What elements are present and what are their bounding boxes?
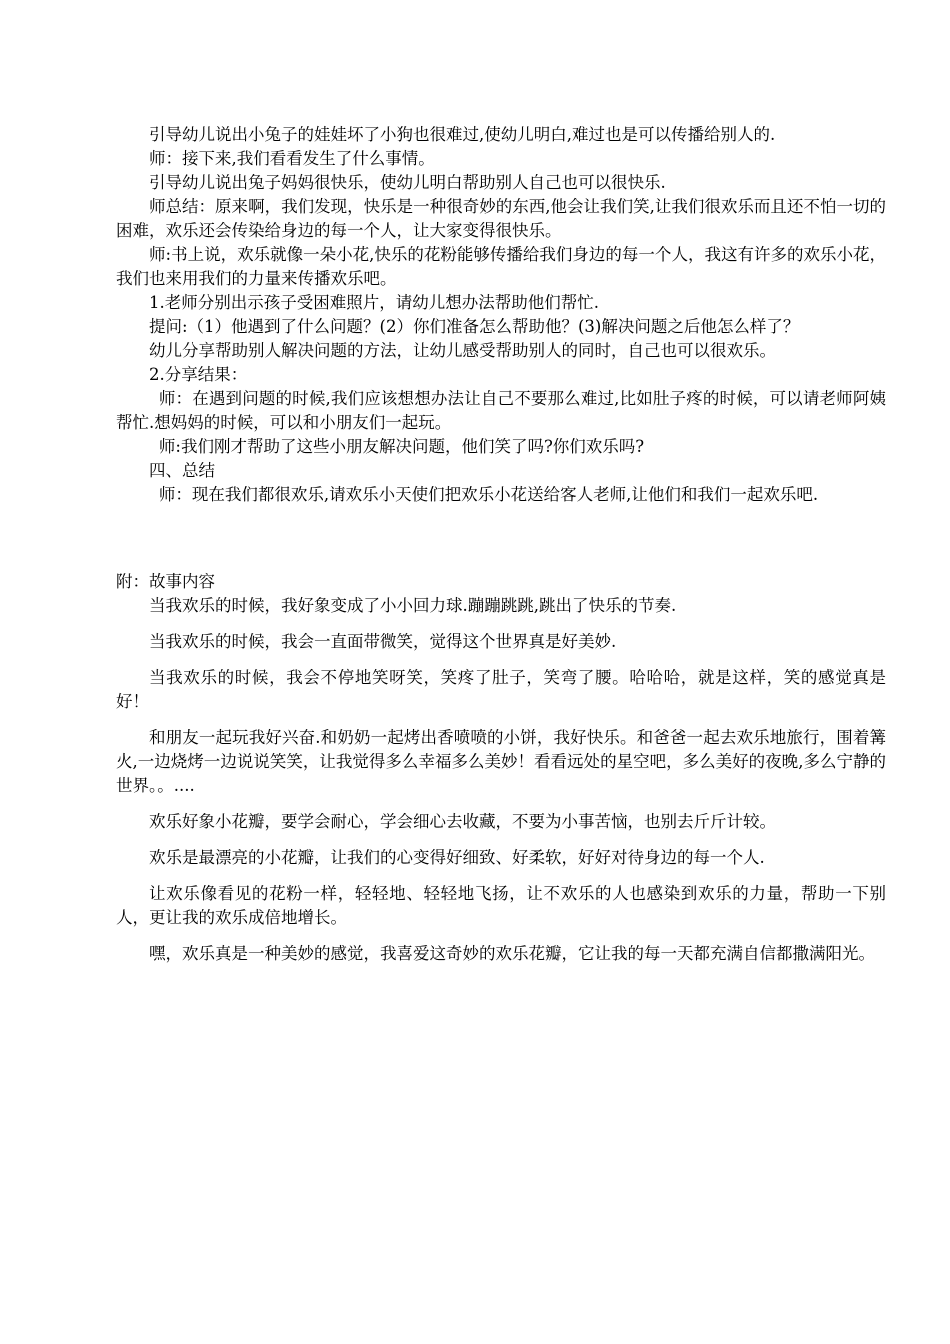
story-paragraph: 嘿，欢乐真是一种美妙的感觉，我喜爱这奇妙的欢乐花瓣，它让我的每一天都充满自信都撒满阳光。 (149, 944, 875, 963)
lesson-paragraph: 师：接下来,我们看看发生了什么事情。 (149, 149, 435, 168)
story-paragraph: 欢乐好象小花瓣，要学会耐心，学会细心去收藏，不要为小事苦恼，也别去斤斤计较。 (149, 812, 776, 831)
section-spacer (116, 507, 886, 570)
lesson-paragraph: 师:书上说，欢乐就像一朵小花,快乐的花粉能够传播给我们身边的每一个人，我这有许多的欢乐小花，我们也来用我们的力量来传播欢乐吧。 (116, 245, 886, 288)
story-paragraph: 和朋友一起玩我好兴奋.和奶奶一起烤出香喷喷的小饼，我好快乐。和爸爸一起去欢乐地旅行，围着篝火,一边烧烤一边说说笑笑，让我觉得多么幸福多么美妙！看看远处的星空吧，多么美好的夜晚,多么宁静的世界。。.... (116, 728, 886, 795)
lesson-paragraph: 师：在遇到问题的时候,我们应该想想办法让自己不要那么难过,比如肚子疼的时候，可以请老师阿姨帮忙.想妈妈的时候，可以和小朋友们一起玩。 (116, 389, 886, 432)
story-paragraph: 让欢乐像看见的花粉一样，轻轻地、轻轻地飞扬，让不欢乐的人也感染到欢乐的力量，帮助一下别人，更让我的欢乐成倍地增长。 (116, 884, 886, 927)
appendix-heading: 附：故事内容 (116, 572, 215, 591)
story-content (116, 594, 886, 966)
story-paragraph: 当我欢乐的时候，我好象变成了小小回力球.蹦蹦跳跳,跳出了快乐的节奏. (149, 596, 677, 615)
lesson-paragraph: 引导幼儿说出兔子妈妈很快乐，使幼儿明白帮助别人自己也可以很快乐. (149, 173, 666, 192)
lesson-paragraph: 1.老师分别出示孩子受困难照片，请幼儿想办法帮助他们帮忙. (149, 293, 599, 312)
lesson-paragraph: 引导幼儿说出小兔子的娃娃坏了小狗也很难过,使幼儿明白,难过也是可以传播给别人的. (149, 125, 776, 144)
lesson-paragraph: 师:我们刚才帮助了这些小朋友解决问题，他们笑了吗?你们欢乐吗? (158, 437, 645, 456)
lesson-section-heading: 四、总结 (149, 461, 215, 480)
lesson-paragraph: 2.分享结果： (149, 365, 248, 384)
story-paragraph: 当我欢乐的时候，我会不停地笑呀笑，笑疼了肚子，笑弯了腰。哈哈哈，就是这样，笑的感觉真是好！ (116, 668, 886, 711)
lesson-paragraph: 师：现在我们都很欢乐,请欢乐小天使们把欢乐小花送给客人老师,让他们和我们一起欢乐吧. (158, 485, 819, 504)
document-page (116, 123, 886, 966)
lesson-section (116, 123, 886, 507)
story-paragraph: 欢乐是最漂亮的小花瓣，让我们的心变得好细致、好柔软，好好对待身边的每一个人. (149, 848, 765, 867)
lesson-paragraph: 提问:（1）他遇到了什么问题？(2）你们准备怎么帮助他？(3)解决问题之后他怎么样了？ (149, 317, 800, 336)
appendix-section (116, 570, 886, 966)
story-paragraph: 当我欢乐的时候，我会一直面带微笑，觉得这个世界真是好美妙. (149, 632, 617, 651)
lesson-paragraph: 幼儿分享帮助别人解决问题的方法，让幼儿感受帮助别人的同时，自己也可以很欢乐。 (149, 341, 776, 360)
lesson-paragraph: 师总结：原来啊，我们发现，快乐是一种很奇妙的东西,他会让我们笑,让我们很欢乐而且还不怕一切的困难，欢乐还会传染给身边的每一个人，让大家变得很快乐。 (116, 197, 886, 240)
